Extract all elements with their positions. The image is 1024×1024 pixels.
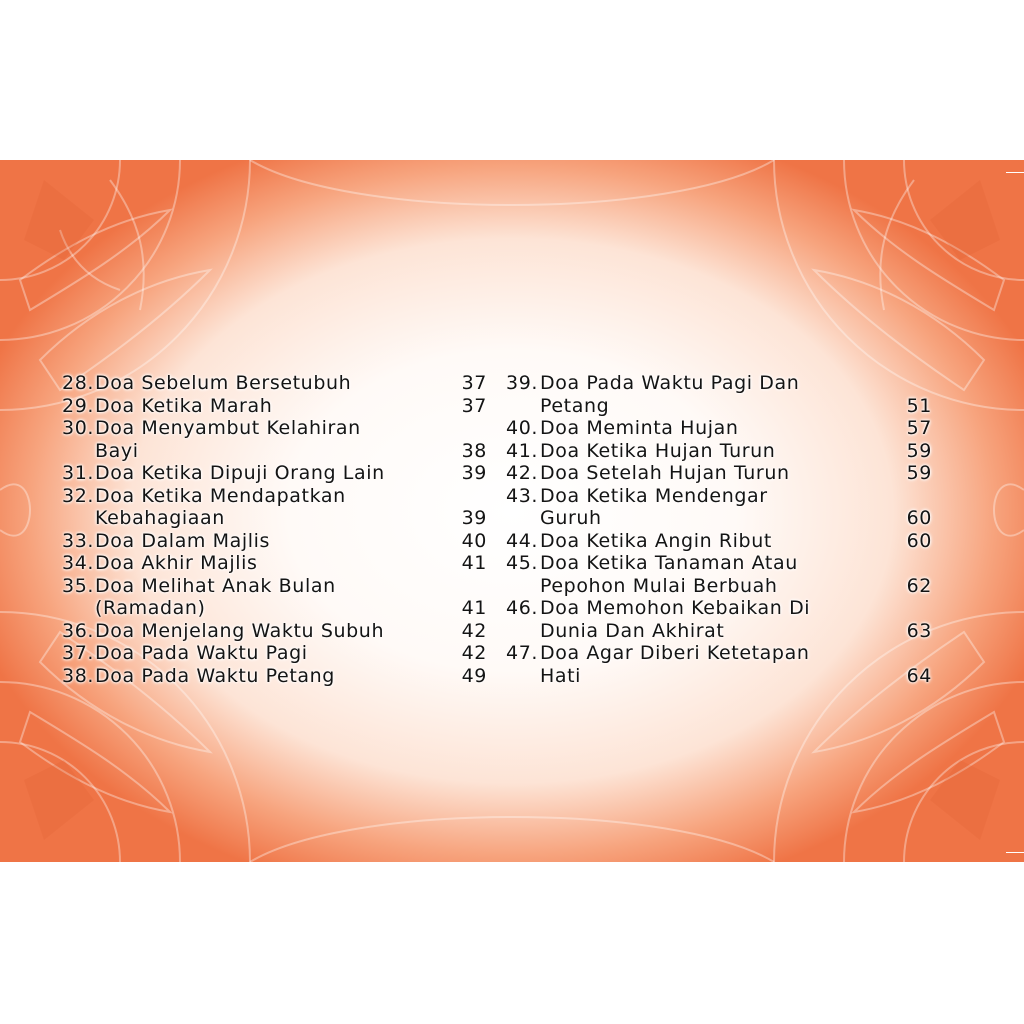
toc-entry-title: Doa Akhir Majlis [95,552,258,574]
toc-entry-page-number: 42 [461,642,487,664]
toc-entry-number: 37. [62,642,95,664]
toc-entry-number: 29. [62,394,95,417]
toc-entry-title: Doa Ketika Angin Ribut [540,529,772,552]
toc-column-right [506,372,932,687]
toc-entry-page-number: 49 [461,664,487,687]
toc-entry [506,552,932,597]
toc-entry-title: Doa Menyambut Kelahiran Bayi [95,417,361,462]
toc-entry-title: Doa Dalam Majlis [95,529,271,552]
toc-entry-page-number: 37 [461,372,487,394]
toc-entry-page-number: 39 [461,462,487,484]
toc-entry [62,372,487,395]
toc-entry-number: 45. [506,552,539,574]
toc-entry-title: Doa Pada Waktu Pagi Dan Petang [540,372,800,417]
toc-entry-title: Doa Memohon Kebaikan Di Dunia Dan Akhirat [540,597,811,642]
toc-entry-page-number: 59 [906,439,932,462]
toc-entry [62,620,487,643]
toc-entry-number: 46. [506,597,539,619]
toc-entry-number: 41. [506,439,539,462]
toc-entry [62,665,487,688]
toc-entry [62,485,487,530]
toc-entry [506,440,932,463]
toc-entry-number: 38. [62,664,95,687]
toc-entry-page-number: 60 [906,529,932,552]
toc-entry [62,530,487,553]
toc-entry-page-number: 41 [461,597,487,619]
toc-entry-number: 31. [62,462,95,484]
toc-entry-page-number: 51 [906,394,932,417]
toc-entry-page-number: 59 [906,462,932,484]
toc-entry-number: 40. [506,417,539,439]
toc-entry-page-number: 57 [906,417,932,439]
toc-entry-title: Doa Meminta Hujan [540,417,739,439]
toc-entry-number: 34. [62,552,95,574]
crop-mark [1006,852,1024,853]
toc-entry-number: 43. [506,484,539,507]
toc-entry-page-number: 40 [461,529,487,552]
toc-entry-number: 30. [62,417,95,439]
toc-entry-page-number: 63 [906,619,932,642]
toc-entry-title: Doa Ketika Dipuji Orang Lain [95,462,385,484]
toc-entry-title: Doa Ketika Hujan Turun [540,439,776,462]
toc-entry [62,417,487,462]
toc-entry-number: 28. [62,372,95,394]
toc-entry-page-number: 39 [461,507,487,529]
toc-entry [62,462,487,485]
toc-entry [506,530,932,553]
toc-entry-page-number: 64 [906,664,932,687]
toc-entry-number: 35. [62,574,95,597]
toc-entry-page-number: 62 [906,574,932,597]
toc-entry-number: 32. [62,484,95,507]
toc-entry-title: Doa Setelah Hujan Turun [540,462,790,484]
toc-entry-page-number: 42 [461,619,487,642]
toc-entry [62,552,487,575]
toc-entry [62,575,487,620]
toc-entry-title: Doa Agar Diberi Ketetapan Hati [540,642,810,687]
toc-entry-title: Doa Ketika Mendengar Guruh [540,484,768,529]
toc-entry-title: Doa Ketika Tanaman Atau Pepohon Mulai Berbuah [540,552,798,597]
crop-mark [1006,172,1024,173]
toc-entry-title: Doa Ketika Marah [95,394,273,417]
toc-entry-title: Doa Pada Waktu Pagi [95,642,308,664]
toc-entry-number: 33. [62,529,95,552]
toc-entry-title: Doa Pada Waktu Petang [95,664,335,687]
toc-entry [506,372,932,417]
toc-entry-number: 36. [62,619,95,642]
toc-entry [506,597,932,642]
toc-entry-page-number: 38 [461,439,487,462]
toc-entry [506,642,932,687]
toc-entry-number: 47. [506,642,539,664]
toc-entry-page-number: 41 [461,552,487,574]
toc-entry-page-number: 60 [906,507,932,529]
toc-entry-number: 39. [506,372,539,394]
toc-entry [506,485,932,530]
toc-column-left [62,372,487,687]
toc-entry-page-number: 37 [461,394,487,417]
toc-entry [62,395,487,418]
toc-entry-number: 42. [506,462,539,484]
toc-entry-title: Doa Melihat Anak Bulan (Ramadan) [95,574,336,619]
toc-entry-number: 44. [506,529,539,552]
toc-entry-title: Doa Ketika Mendapatkan Kebahagiaan [95,484,346,529]
toc-entry-title: Doa Menjelang Waktu Subuh [95,619,385,642]
toc-entry [506,417,932,440]
toc-entry [62,642,487,665]
toc-entry-title: Doa Sebelum Bersetubuh [95,372,352,394]
toc-entry [506,462,932,485]
